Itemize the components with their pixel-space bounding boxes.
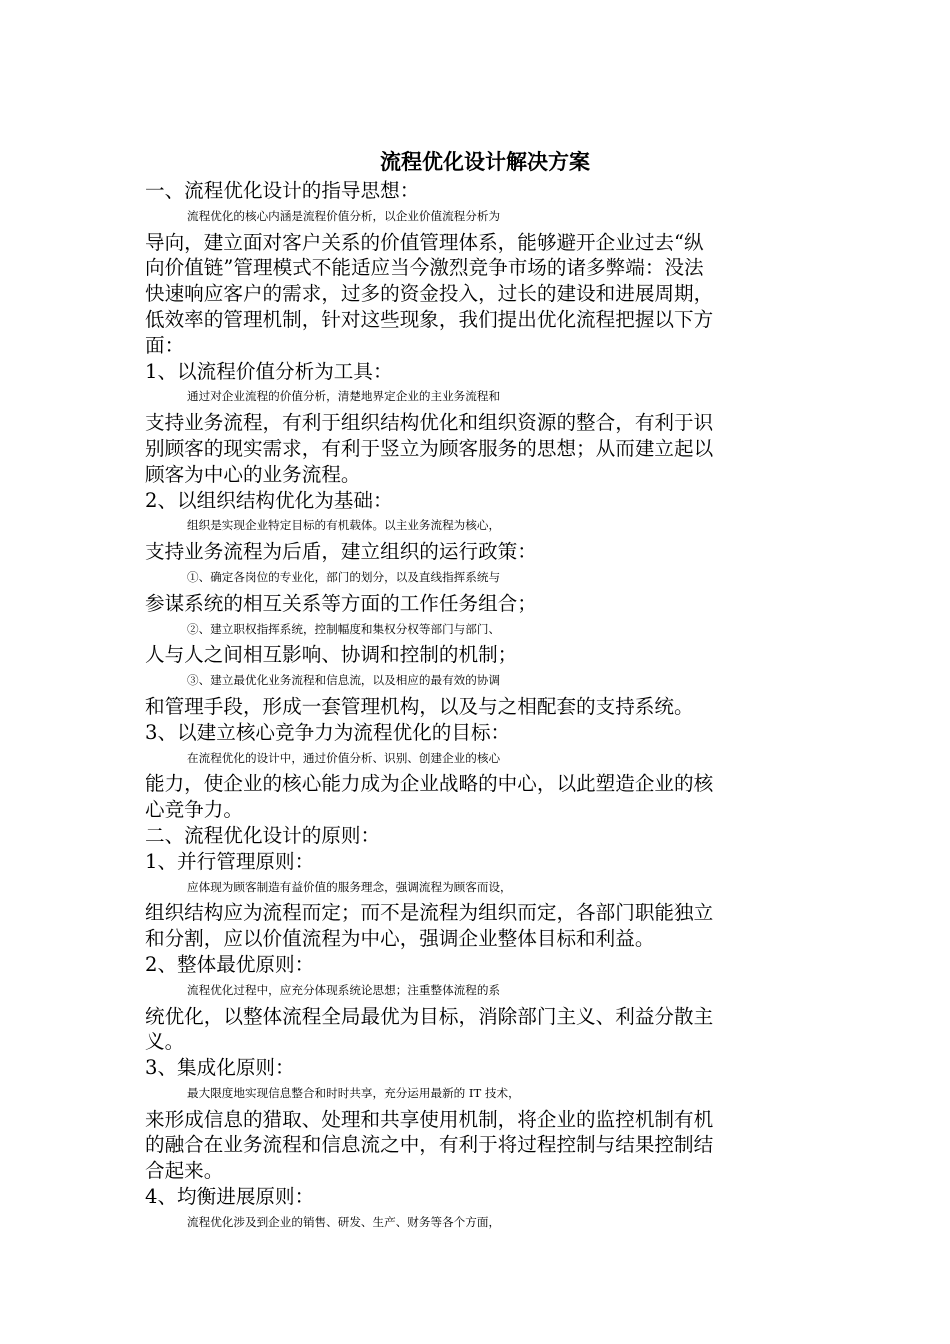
text-line: 顾客为中心的业务流程。 bbox=[145, 462, 361, 486]
text-line: ②、建立职权指挥系统，控制幅度和集权分权等部门与部门、 bbox=[187, 621, 501, 636]
text-line: 快速响应客户的需求，过多的资金投入，过长的建设和进展周期， bbox=[145, 282, 714, 306]
text-line: 一、流程优化设计的指导思想： bbox=[145, 179, 420, 202]
text-line: 统优化，以整体流程全局最优为目标，消除部门主义、利益分散主 bbox=[145, 1004, 714, 1028]
text-line: 面： bbox=[145, 333, 185, 357]
text-line: 参谋系统的相互关系等方面的工作任务组合； bbox=[145, 591, 537, 615]
text-line: 低效率的管理机制，针对这些现象，我们提出优化流程把握以下方 bbox=[145, 307, 714, 331]
text-line: 二、流程优化设计的原则： bbox=[145, 823, 381, 847]
text-line: 义。 bbox=[145, 1030, 185, 1054]
text-line: 的融合在业务流程和信息流之中，有利于将过程控制与结果控制结 bbox=[145, 1133, 714, 1157]
text-line: 组织是实现企业特定目标的有机载体。以主业务流程为核心， bbox=[187, 518, 501, 533]
text-line: 流程优化过程中，应充分体现系统论思想；注重整体流程的系 bbox=[187, 982, 501, 997]
text-line: 别顾客的现实需求，有利于竖立为顾客服务的思想；从而建立起以 bbox=[145, 436, 714, 460]
text-line: 2、以组织结构优化为基础： bbox=[145, 488, 393, 512]
text-line: 向价值链”管理模式不能适应当今激烈竞争市场的诸多弊端：没法 bbox=[145, 256, 704, 280]
text-line: ①、确定各岗位的专业化，部门的划分，以及直线指挥系统与 bbox=[187, 569, 501, 584]
text-line: 应体现为顾客制造有益价值的服务理念，强调流程为顾客而设， bbox=[187, 879, 512, 894]
text-line: 最大限度地实现信息整合和时时共享，充分运用最新的 IT 技术， bbox=[187, 1085, 520, 1100]
text-line: 合起来。 bbox=[145, 1159, 224, 1183]
text-line: 组织结构应为流程而定；而不是流程为组织而定，各部门职能独立 bbox=[145, 901, 714, 925]
text-line: 4、均衡进展原则： bbox=[145, 1185, 315, 1209]
text-line: 通过对企业流程的价值分析，清楚地界定企业的主业务流程和 bbox=[187, 389, 501, 404]
text-line: 心竞争力。 bbox=[145, 798, 243, 822]
text-line: 3、集成化原则： bbox=[145, 1056, 295, 1080]
text-line: 在流程优化的设计中，通过价值分析、识别、创建企业的核心 bbox=[187, 750, 501, 765]
text-line: 1、以流程价值分析为工具： bbox=[145, 359, 393, 383]
text-line: 3、以建立核心竞争力为流程优化的目标： bbox=[145, 720, 511, 744]
text-line: 和管理手段，形成一套管理机构，以及与之相配套的支持系统。 bbox=[145, 694, 694, 718]
document-page bbox=[145, 146, 825, 1236]
text-line: 来形成信息的猎取、处理和共享使用机制，将企业的监控机制有机 bbox=[145, 1107, 714, 1131]
text-line: 能力，使企业的核心能力成为企业战略的中心，以此塑造企业的核 bbox=[145, 772, 714, 796]
text-line: 和分割，应以价值流程为中心，强调企业整体目标和利益。 bbox=[145, 927, 655, 951]
text-line: ③、建立最优化业务流程和信息流，以及相应的最有效的协调 bbox=[187, 673, 501, 688]
text-line: 支持业务流程为后盾，建立组织的运行政策： bbox=[145, 540, 537, 564]
text-line: 人与人之间相互影响、协调和控制的机制； bbox=[145, 643, 518, 667]
text-line: 导向，建立面对客户关系的价值管理体系，能够避开企业过去“纵 bbox=[145, 230, 704, 254]
text-line: 流程优化涉及到企业的销售、研发、生产、财务等各个方面， bbox=[187, 1214, 501, 1229]
document-title: 流程优化设计解决方案 bbox=[380, 149, 590, 174]
document-body bbox=[145, 178, 825, 1236]
text-line: 支持业务流程，有利于组织结构优化和组织资源的整合，有利于识 bbox=[145, 411, 714, 435]
text-line: 1、并行管理原则： bbox=[145, 849, 315, 873]
text-line: 2、整体最优原则： bbox=[145, 952, 315, 976]
text-line: 流程优化的核心内涵是流程价值分析，以企业价值流程分析为 bbox=[187, 208, 501, 223]
